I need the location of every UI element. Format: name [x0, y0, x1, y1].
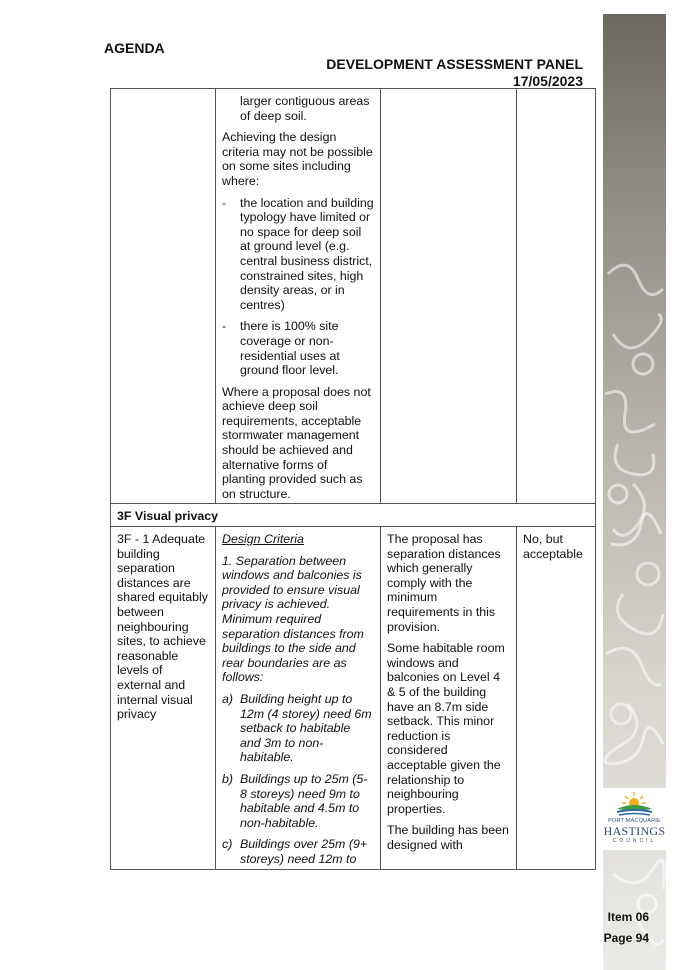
comment-paragraph: The proposal has separation distances which generally comply with the minimum requirements in this provision. — [387, 532, 501, 634]
criteria-heading: Design Criteria — [222, 532, 304, 547]
agenda-heading: AGENDA — [104, 40, 165, 56]
compliance-cell — [517, 89, 596, 504]
criteria-paragraph: Achieving the design criteria may not be possible on some sites including where: — [222, 130, 373, 188]
list-item: b) Buildings up to 25m (5-8 storeys) need 9m to habitable and 4.5m to non-habitable. — [222, 771, 368, 830]
logo-line-2: HASTINGS — [603, 824, 666, 838]
page-number: Page 94 — [603, 931, 649, 945]
objective-cell: 3F - 1 Adequate building separation distances are shared equitably between neighbouring sites, to achieve reasonable levels of external and internal visual privacy — [111, 527, 216, 869]
criteria-cell — [216, 89, 381, 504]
table-row — [111, 89, 596, 504]
criteria-cell — [216, 527, 381, 869]
list-item: c) Buildings over 25m (9+ storeys) need 12m to — [222, 837, 368, 866]
table-row — [111, 527, 596, 869]
section-title: 3F Visual privacy — [111, 504, 596, 527]
comment-cell — [381, 527, 517, 869]
section-row — [111, 504, 596, 527]
assessment-table — [110, 88, 596, 870]
objective-cell — [111, 89, 216, 504]
comment-cell — [381, 89, 517, 504]
comment-paragraph: Some habitable room windows and balconies on Level 4 & 5 of the building have an 8.7m side setback. This minor reduction is considered acceptable given the relationship to neighbouring properties. — [387, 641, 505, 816]
criteria-paragraph: 1. Separation between windows and balconies is provided to ensure visual privacy is achieved. Minimum required separation distances from buildings to the side and rear boundaries are as follows: — [222, 553, 364, 685]
criteria-fragment: larger contiguous areas of deep soil. — [240, 94, 370, 123]
compliance-cell: No, but acceptable — [517, 527, 596, 869]
list-item: a) Building height up to 12m (4 storey) need 6m setback to habitable and 3m to non-habitable. — [222, 691, 372, 765]
list-item: - there is 100% site coverage or non-residential uses at ground floor level. — [222, 319, 340, 378]
logo-line-3: COUNCIL — [612, 838, 657, 844]
logo-line-1: PORT MACQUARIE — [608, 818, 661, 824]
council-logo — [603, 788, 666, 850]
meeting-date: 17/05/2023 — [512, 73, 583, 89]
list-item: - the location and building typology have limited or no space for deep soil at ground level (e.g. central business district, constrained sites, high density areas, or in centres) — [222, 195, 374, 312]
panel-heading: DEVELOPMENT ASSESSMENT PANEL — [326, 56, 583, 72]
criteria-paragraph: Where a proposal does not achieve deep soil requirements, acceptable stormwater management should be achieved and alternative forms of planting provided such as on structure. — [222, 384, 371, 501]
comment-paragraph: The building has been designed with — [387, 823, 509, 852]
sun-landscape-icon — [603, 788, 666, 818]
item-number: Item 06 — [607, 910, 649, 924]
